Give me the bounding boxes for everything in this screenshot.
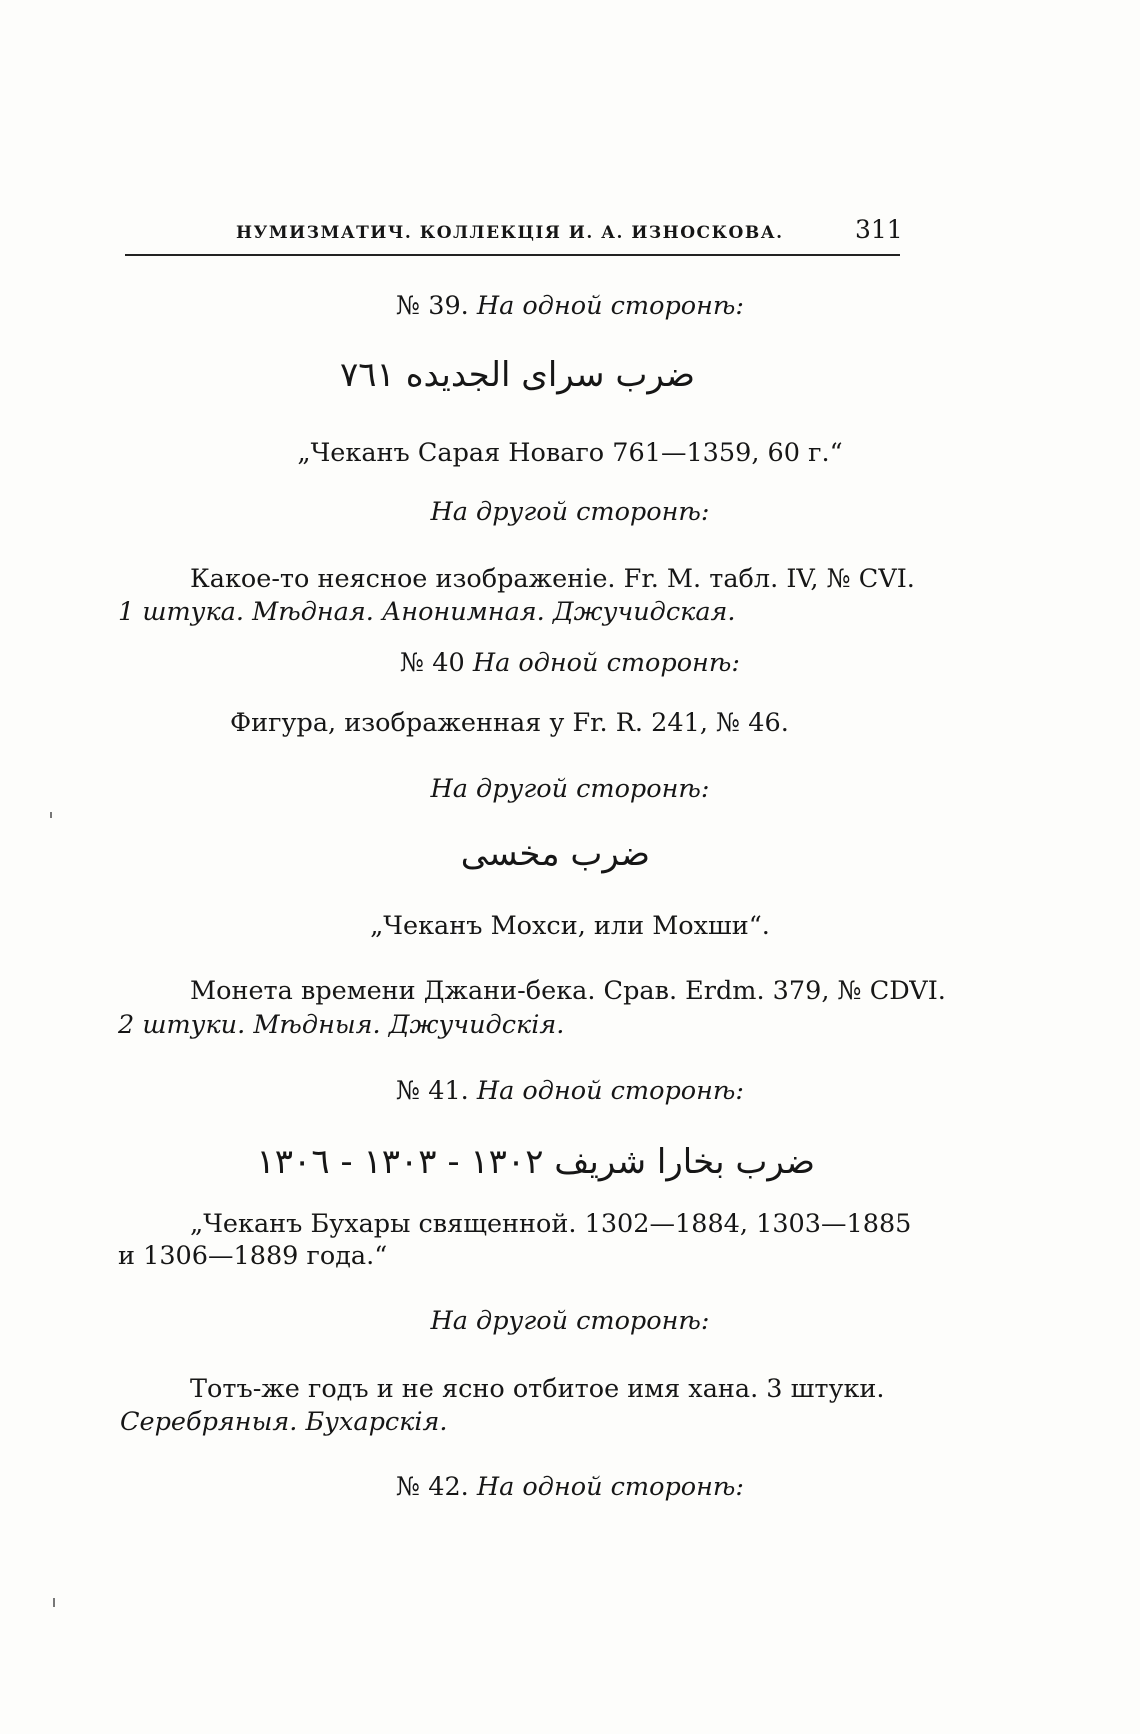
- header-rule: [125, 254, 900, 256]
- entry-41-translation-line-1: „Чеканъ Бухары священной. 1302—1884, 1303—1885: [190, 1209, 912, 1239]
- entry-41-number: № 41.: [395, 1076, 469, 1106]
- entry-41-other-side-label: На другой сторонѣ:: [430, 1306, 710, 1336]
- entry-39-translation: „Чеканъ Сарая Новаго 761—1359, 60 г.“: [297, 438, 843, 468]
- entry-40-heading: [0, 647, 1140, 679]
- entry-41-arabic-dates: ١٣٠٢ - ١٣٠٣ - ١٣٠٦: [256, 1142, 544, 1182]
- entry-39-description: Какое-то неясное изображеніе. Fr. M. табл. IV, № CVI.: [190, 564, 915, 594]
- page-number: 311: [855, 215, 903, 244]
- entry-41-description: Тотъ-же годъ и не ясно отбитое имя хана. 3 штуки.: [190, 1374, 885, 1404]
- entry-39-other-side-label: На другой сторонѣ:: [430, 497, 710, 527]
- entry-39-summary: 1 штука. Мѣдная. Анонимная. Джучидская.: [118, 597, 736, 627]
- entry-39-arabic-date: ٧٦١: [340, 355, 395, 395]
- entry-40-arabic-legend: ضرب مخسی: [460, 834, 650, 874]
- entry-41-translation-line-2: и 1306—1889 года.“: [118, 1241, 388, 1271]
- entry-42-side-label: На одной сторонѣ:: [476, 1472, 745, 1502]
- entry-40-side-label: На одной сторонѣ:: [472, 648, 740, 678]
- running-header-title: НУМИЗМАТИЧ. КОЛЛЕКЦІЯ И. А. ИЗНОСКОВА.: [236, 223, 784, 243]
- entry-40-obverse-description: Фигура, изображенная у Fr. R. 241, № 46.: [230, 708, 789, 738]
- entry-40-number: № 40: [400, 648, 465, 678]
- entry-40-summary: 2 штуки. Мѣдныя. Джучидскія.: [118, 1010, 565, 1040]
- entry-42-number: № 42.: [395, 1472, 469, 1502]
- entry-39-arabic-legend: ضرب سرای الجدیده: [405, 355, 695, 395]
- scan-speck: [53, 1598, 55, 1607]
- entry-39-side-label: На одной сторонѣ:: [476, 291, 745, 321]
- entry-41-arabic-legend: ضرب بخارا شریف: [554, 1142, 815, 1182]
- entry-39-heading: [0, 290, 1140, 322]
- entry-40-translation: „Чеканъ Мохси, или Мохши“.: [370, 911, 770, 941]
- entry-41-side-label: На одной сторонѣ:: [476, 1076, 745, 1106]
- scan-speck: [50, 812, 52, 818]
- entry-40-description: Монета времени Джани-бека. Срав. Erdm. 379, № CDVI.: [190, 976, 946, 1006]
- entry-41-summary: Серебряныя. Бухарскія.: [120, 1407, 448, 1437]
- entry-40-other-side-label: На другой сторонѣ:: [430, 774, 710, 804]
- entry-41-heading: [0, 1075, 1140, 1107]
- entry-42-heading: [0, 1471, 1140, 1503]
- entry-39-number: № 39.: [395, 291, 469, 321]
